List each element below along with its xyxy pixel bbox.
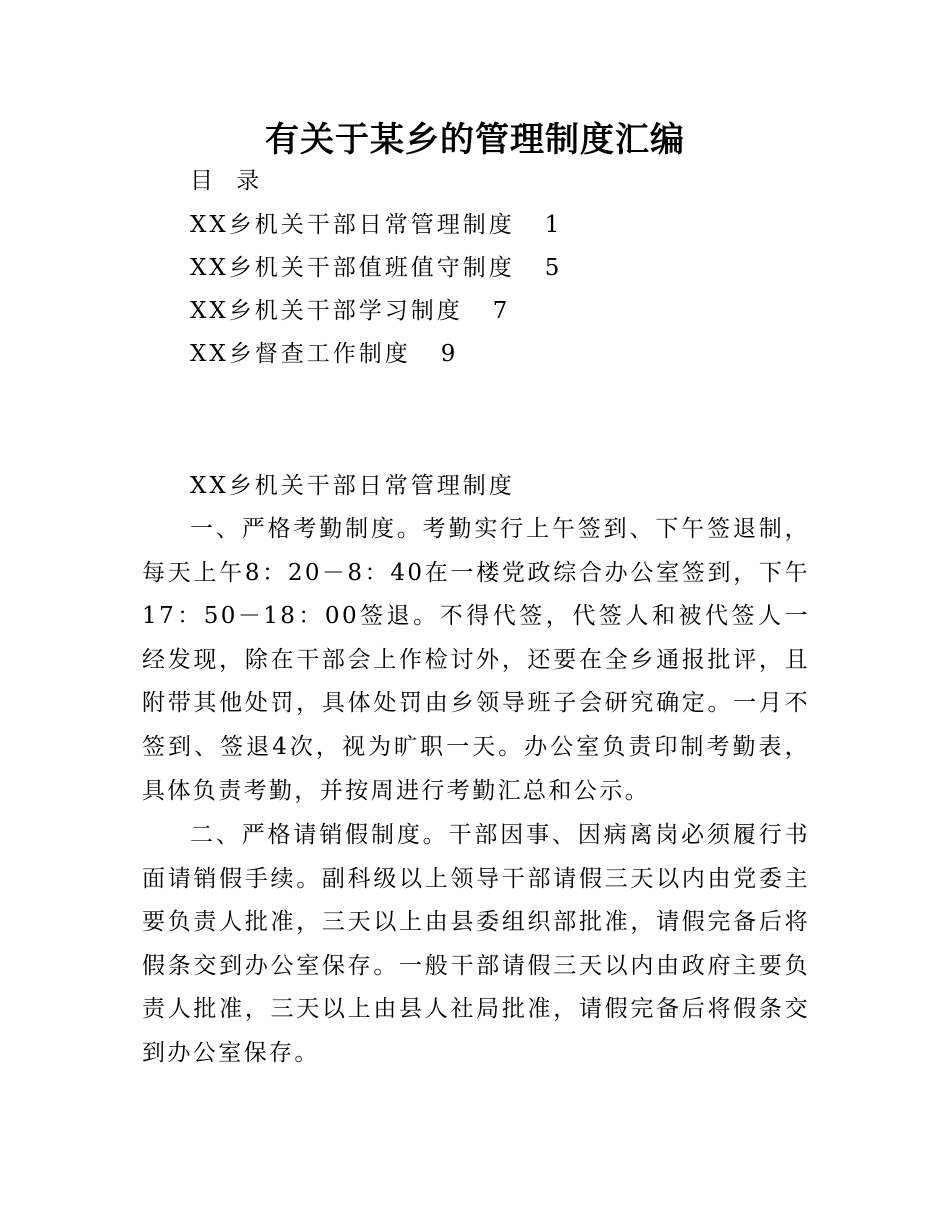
- toc-item: [190, 339, 562, 382]
- toc-label: 目 录: [190, 168, 268, 194]
- toc-item: [190, 210, 562, 253]
- toc-item-title: XX乡督查工作制度: [190, 341, 411, 367]
- section-heading: XX乡机关干部日常管理制度: [190, 473, 515, 499]
- body-paragraph-attendance: 一、严格考勤制度。考勤实行上午签到、下午签退制，每天上午8：20－8：40在一楼党政综合办公室签到，下午17：50－18：00签退。不得代签，代签人和被代签人一经发现，除在干部会上作检讨外，还要在全乡通报批评，且附带其他处罚，具体处罚由乡领导班子会研究确定。一月不签到、签退4次，视为旷职一天。办公室负责印制考勤表，具体负责考勤，并按周进行考勤汇总和公示。: [142, 516, 810, 804]
- toc-item-page: 7: [492, 298, 511, 324]
- toc-item-title: XX乡机关干部日常管理制度: [190, 212, 515, 238]
- toc-item-title: XX乡机关干部值班值守制度: [190, 255, 515, 281]
- toc-item-page: 9: [440, 341, 459, 367]
- toc-item-page: 5: [544, 255, 563, 281]
- toc-item-title: XX乡机关干部学习制度: [190, 298, 463, 324]
- table-of-contents: [190, 210, 562, 382]
- body-paragraph-leave: 二、严格请销假制度。干部因事、因病离岗必须履行书面请销假手续。副科级以上领导干部请假三天以内由党委主要负责人批准，三天以上由县委组织部批准，请假完备后将假条交到办公室保存。一般干部请假三天以内由政府主要负责人批准，三天以上由县人社局批准，请假完备后将假条交到办公室保存。: [142, 822, 810, 1066]
- document-title: 有关于某乡的管理制度汇编: [265, 120, 685, 160]
- toc-item-page: 1: [544, 212, 563, 238]
- toc-item: [190, 296, 562, 339]
- toc-item: [190, 253, 562, 296]
